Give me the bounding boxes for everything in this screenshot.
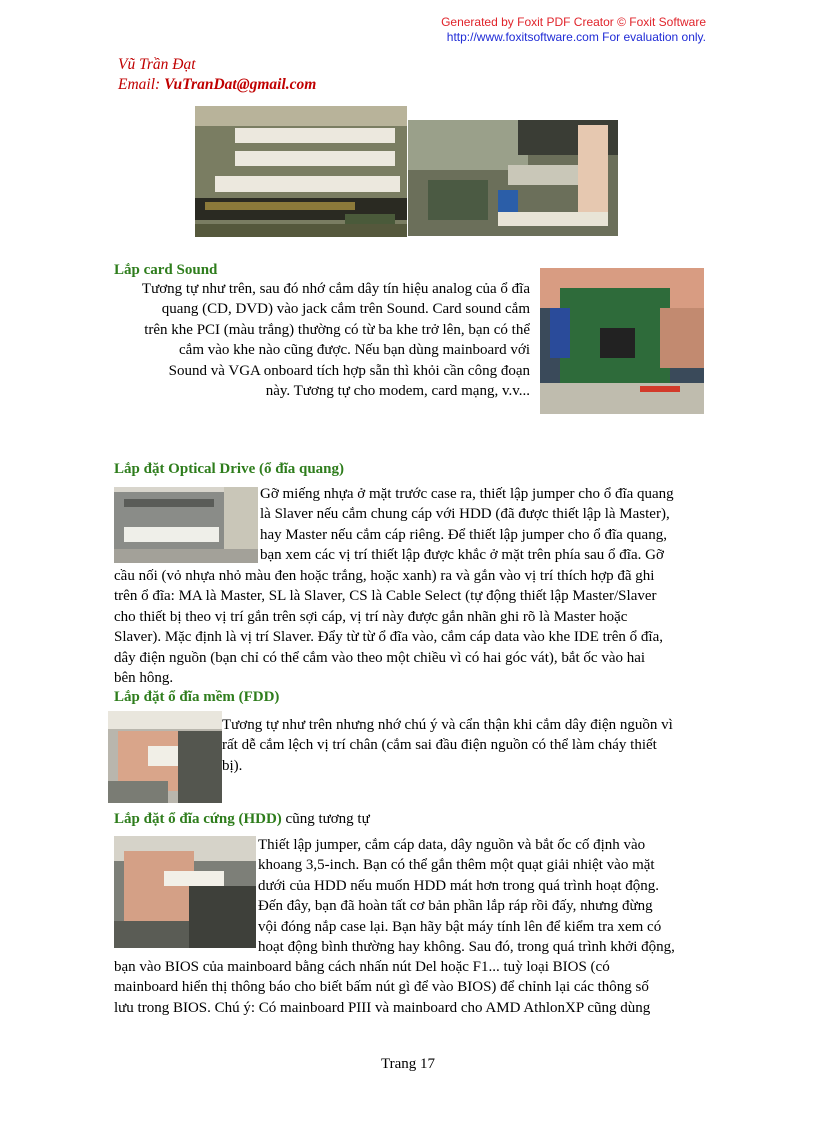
hdd-paragraph-wrap — [258, 835, 704, 957]
hard-drive-illustration — [114, 836, 256, 948]
text-line: mainboard hiển thị thông báo cho biết bấm nút gì để vào BIOS) để chỉnh lại các thông số — [114, 979, 649, 996]
author-name: Vũ Trần Đạt — [118, 56, 196, 73]
optical-paragraph-full — [114, 566, 704, 688]
author-email-line — [118, 75, 316, 95]
photo-sound-card — [540, 268, 704, 414]
author-email: VuTranDat@gmail.com — [164, 76, 317, 93]
text-line: khoang 3,5-inch. Bạn có thể gắn thêm một quạt giải nhiệt vào mặt — [258, 857, 655, 874]
sound-card-illustration — [540, 268, 704, 414]
heading-hdd-title: Lắp đặt ổ đĩa cứng (HDD) — [114, 811, 282, 827]
watermark-line-2: http://www.foxitsoftware.com For evaluation only. — [446, 30, 706, 44]
text-line: lưu trong BIOS. Chú ý: Có mainboard PIII và mainboard cho AMD AthlonXP cũng dùng — [114, 999, 651, 1016]
text-line: cho thiết bị theo vị trí gắn trên sợi cáp, vị trí này được gắn nhãn ghi rõ là Master hoặc — [114, 608, 628, 625]
text-line: cắm vào khe nào cũng được. Nếu bạn dùng mainboard với — [179, 342, 530, 359]
text-line: bên hông. — [114, 670, 174, 687]
card-insert-illustration — [408, 120, 618, 236]
heading-fdd: Lắp đặt ổ đĩa mềm (FDD) — [114, 689, 280, 705]
text-line: này. Tương tự cho modem, card mạng, v.v... — [265, 383, 530, 400]
text-line: Slaver). Mặc định là vị trí Slaver. Đẩy từ từ ổ đĩa vào, cắm cáp data vào khe IDE trên ổ đĩa, — [114, 629, 664, 646]
text-line: hay Master nếu cắm cáp riêng. Để thiết lập jumper cho ổ đĩa quang, — [260, 526, 667, 543]
heading-hdd-tail: cũng tương tự — [281, 811, 370, 827]
text-line: Tương tự như trên, sau đó nhớ cắm dây tín hiệu analog của ổ đĩa — [141, 281, 530, 297]
photo-hard-drive — [114, 836, 256, 948]
pci-slots-illustration — [195, 106, 407, 237]
floppy-drive-illustration — [108, 711, 222, 803]
text-line: rất dễ cắm lệch vị trí chân (cắm sai đầu điện nguồn có thể làm cháy thiết — [222, 737, 657, 754]
photo-card-insert — [408, 120, 618, 236]
text-line: dưới của HDD nếu muốn HDD mát hơn trong quá trình hoạt động. — [258, 877, 660, 894]
optical-paragraph-wrap — [260, 484, 704, 566]
text-line: trên ổ đĩa: MA là Master, SL là Slaver, CS là Cable Select (tự động thiết lập Master/Slaver — [114, 588, 657, 605]
text-line: quang (CD, DVD) vào jack cắm trên Sound. Card sound cắm — [161, 301, 530, 318]
text-line: Gỡ miếng nhựa ở mặt trước case ra, thiết lập jumper cho ổ đĩa quang — [260, 486, 674, 502]
photo-pci-slots — [195, 106, 407, 237]
heading-hdd — [114, 809, 370, 829]
foxit-watermark — [306, 15, 706, 45]
text-line: cầu nối (vỏ nhựa nhỏ màu đen hoặc trắng, hoặc xanh) ra và gắn vào vị trí thích hợp đã ghi — [114, 568, 655, 584]
heading-sound: Lắp card Sound — [114, 262, 218, 278]
text-line: bị). — [222, 757, 243, 774]
text-line: Thiết lập jumper, cắm cáp data, dây nguồn và bắt ốc cố định vào — [258, 837, 646, 853]
text-line: bạn xem các vị trí thiết lập được khắc ở mặt trên phía sau ổ đĩa. Gỡ — [260, 547, 664, 564]
text-line: hoạt động bình thường hay không. Sau đó, trong quá trình khởi động, — [258, 939, 675, 956]
photo-floppy-drive — [108, 711, 222, 803]
author-block — [118, 55, 316, 95]
text-line: bạn vào BIOS của mainboard bằng cách nhấn nút Del hoặc F1... tuỳ loại BIOS (có — [114, 959, 610, 975]
page-number: Trang 17 — [380, 1056, 436, 1072]
watermark-line-1: Generated by Foxit PDF Creator © Foxit Software — [441, 15, 706, 29]
optical-drive-illustration — [114, 487, 258, 563]
text-line: Tương tự như trên nhưng nhớ chú ý và cẩn thận khi cắm dây điện nguồn vì — [222, 717, 673, 733]
text-line: vội đóng nắp case lại. Bạn hãy bật máy tính lên để kiểm tra xem có — [258, 918, 662, 935]
text-line: là Slaver nếu cắm chung cáp với HDD (đã được thiết lập là Master), — [260, 506, 670, 523]
hdd-paragraph-full — [114, 957, 704, 1018]
text-line: dây điện nguồn (bạn chỉ có thể cắm vào theo một chiều vì có hai góc vát), bắt ốc vào hai — [114, 649, 646, 666]
text-line: Đến đây, bạn đã hoàn tất cơ bản phần lắp ráp rồi đấy, nhưng đừng — [258, 898, 653, 915]
text-line: Sound và VGA onboard tích hợp sẵn thì khỏi cần công đoạn — [168, 362, 530, 379]
fdd-paragraph — [222, 715, 704, 776]
sound-paragraph — [114, 279, 530, 401]
photo-optical-drive — [114, 487, 258, 563]
text-line: trên khe PCI (màu trắng) thường có từ ba khe trở lên, bạn có thể — [144, 321, 530, 338]
author-email-label: Email: — [118, 76, 165, 93]
heading-optical: Lắp đặt Optical Drive (ổ đĩa quang) — [114, 461, 345, 477]
